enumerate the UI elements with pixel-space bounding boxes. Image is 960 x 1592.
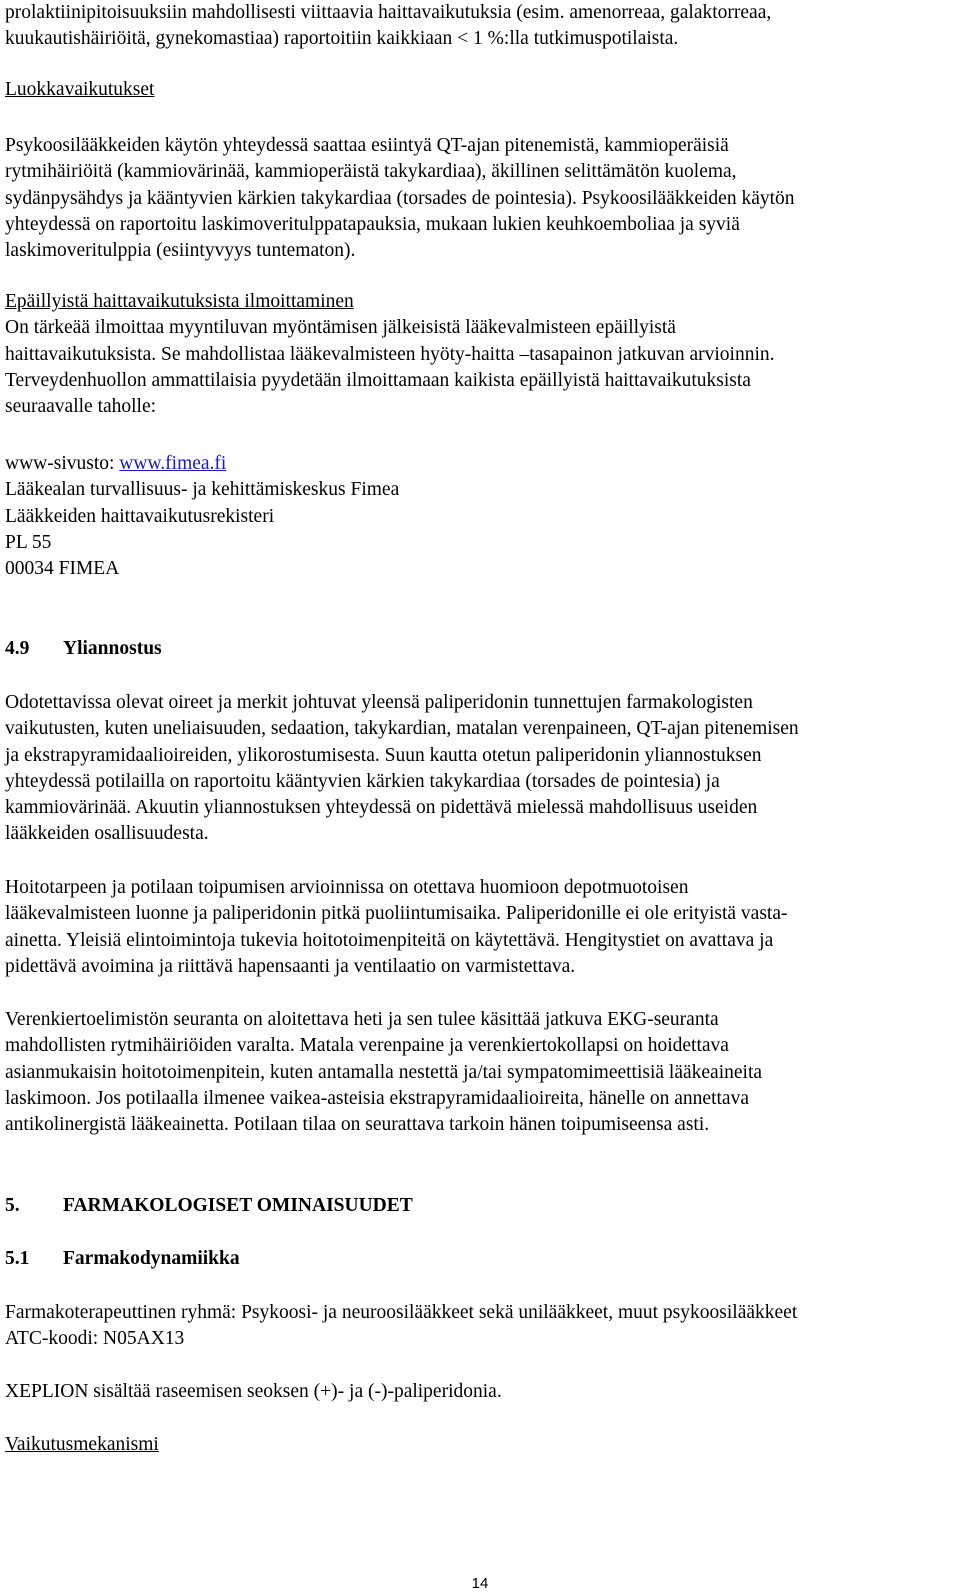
- text-line: antikolinergistä lääkeainetta. Potilaan tilaa on seurattava tarkoin hänen toipumiseensa asti.: [5, 1114, 710, 1136]
- class-effects-paragraph: [5, 133, 795, 264]
- text-line: Verenkiertoelimistön seuranta on aloitettava heti ja sen tulee käsittää jatkuva EKG-seuranta: [5, 1009, 719, 1030]
- text-line: lääkevalmisteen luonne ja paliperidonin pitkä puoliintumisaika. Paliperidonille ei ole erityistä vasta-: [5, 903, 788, 925]
- class-effects-heading-text: Luokkavaikutukset: [5, 79, 155, 100]
- text-line: rytmihäiriöitä (kammiovärinää, kammioperäistä takykardiaa), äkillinen selittämätön kuolema,: [5, 161, 737, 183]
- text-line: prolaktiinipitoisuuksiin mahdollisesti viittaavia haittavaikutuksia (esim. amenorreaa, galaktorreaa,: [5, 2, 772, 23]
- text-line: haittavaikutuksista. Se mahdollistaa lääkevalmisteen hyöty-haitta –tasapainon jatkuvan arvioinnin.: [5, 343, 775, 365]
- text-line: lääkkeiden osallisuudesta.: [5, 823, 209, 845]
- xeplion-paragraph: [5, 1379, 502, 1405]
- section-number: 4.9: [5, 638, 30, 659]
- intro-paragraph: [5, 0, 771, 53]
- fimea-link[interactable]: www.fimea.fi: [119, 453, 227, 474]
- text-line: kuukautishäiriöitä, gynekomastiaa) raportoitiin kaikkiaan < 1 %:lla tutkimuspotilaista.: [5, 28, 679, 50]
- text-line: ainetta. Yleisiä elintoimintoja tukevia hoitotoimenpiteitä on käytettävä. Hengitystiet on avattava ja: [5, 929, 774, 951]
- text-line: Odotettavissa olevat oireet ja merkit johtuvat yleensä paliperidonin tunnettujen farmakologisten: [5, 692, 753, 713]
- section5-heading: [5, 1193, 413, 1219]
- mechanism-heading: [5, 1432, 159, 1458]
- address-line: PL 55: [5, 531, 52, 553]
- section-title: Farmakodynamiikka: [63, 1248, 240, 1269]
- pharmacotherapeutic-paragraph: [5, 1300, 797, 1353]
- section-title: Yliannostus: [63, 638, 162, 659]
- text-line: sydänpysähdys ja kääntyvien kärkien takykardiaa (torsades de pointesia). Psykoosilääkkeiden käytön: [5, 187, 795, 209]
- text-line: laskimoon. Jos potilaalla ilmenee vaikea-asteisia ekstrapyramidaalioireita, hänelle on annettava: [5, 1087, 749, 1109]
- address-line: Lääkealan turvallisuus- ja kehittämiskeskus Fimea: [5, 479, 400, 501]
- text-line: yhteydessä potilailla on raportoitu kääntyvien kärkien takykardiaa (torsades de pointesia) ja: [5, 770, 720, 792]
- text-line: XEPLION sisältää raseemisen seoksen (+)- ja (-)-paliperidonia.: [5, 1381, 502, 1402]
- text-line: vaikutusten, kuten uneliaisuuden, sedaation, takykardian, matalan verenpaineen, QT-ajan pitenemisen: [5, 718, 799, 740]
- reporting-heading: Epäillyistä haittavaikutuksista ilmoittaminen: [5, 291, 354, 312]
- text-line: asianmukaisin hoitotoimenpitein, kuten antamalla nestettä ja/tai sympatomimeettisiä lääkeaineita: [5, 1061, 763, 1083]
- address-line: 00034 FIMEA: [5, 558, 120, 580]
- text-line: mahdollisten rytmihäiriöiden varalta. Matala verenpaine ja verenkiertokollapsi on hoidettava: [5, 1035, 729, 1057]
- section-title: FARMAKOLOGISET OMINAISUUDET: [63, 1195, 413, 1216]
- text-line: Psykoosilääkkeiden käytön yhteydessä saattaa esiintyä QT-ajan pitenemistä, kammioperäisiä: [5, 135, 729, 156]
- text-line: Hoitotarpeen ja potilaan toipumisen arvioinnissa on otettava huomioon depotmuotoisen: [5, 877, 689, 898]
- website-label: www-sivusto:: [5, 453, 120, 474]
- text-line: kammiovärinää. Akuutin yliannostuksen yhteydessä on pidettävä mielessä mahdollisuus useiden: [5, 797, 758, 819]
- website-line: [5, 451, 399, 477]
- overdose-paragraph-1: [5, 690, 799, 848]
- text-line: Farmakoterapeuttinen ryhmä: Psykoosi- ja neuroosilääkkeet sekä unilääkkeet, muut psykoosilääkkeet: [5, 1302, 798, 1323]
- overdose-paragraph-3: [5, 1007, 762, 1138]
- text-line: Terveydenhuollon ammattilaisia pyydetään ilmoittamaan kaikista epäillyistä haittavaikutuksista: [5, 369, 751, 391]
- reporting-section: [5, 289, 775, 420]
- text-line: pidettävä avoimina ja riittävä hapensaanti ja ventilaatio on varmistettava.: [5, 955, 576, 977]
- address-line: Lääkkeiden haittavaikutusrekisteri: [5, 505, 275, 527]
- overdose-heading: [5, 636, 162, 662]
- section-number: 5.1: [5, 1248, 30, 1269]
- contact-block: [5, 451, 399, 582]
- section51-heading: [5, 1246, 240, 1272]
- text-line: ATC-koodi: N05AX13: [5, 1328, 185, 1350]
- text-line: laskimoveritulppia (esiintyvyys tuntematon).: [5, 240, 356, 262]
- overdose-paragraph-2: [5, 875, 788, 980]
- text-line: yhteydessä on raportoitu laskimoveritulppatapauksia, mukaan lukien keuhkoemboliaa ja syviä: [5, 213, 740, 235]
- section-number: 5.: [5, 1195, 20, 1216]
- page-number: 14: [471, 1575, 489, 1592]
- class-effects-heading: [5, 77, 154, 103]
- mechanism-heading-text: Vaikutusmekanismi: [5, 1434, 159, 1455]
- text-line: On tärkeää ilmoittaa myyntiluvan myöntämisen jälkeisistä lääkevalmisteen epäillyistä: [5, 317, 676, 339]
- text-line: ja ekstrapyramidaalioireiden, ylikorostumisesta. Suun kautta otetun paliperidonin yliannostuksen: [5, 744, 762, 766]
- text-line: seuraavalle taholle:: [5, 396, 157, 418]
